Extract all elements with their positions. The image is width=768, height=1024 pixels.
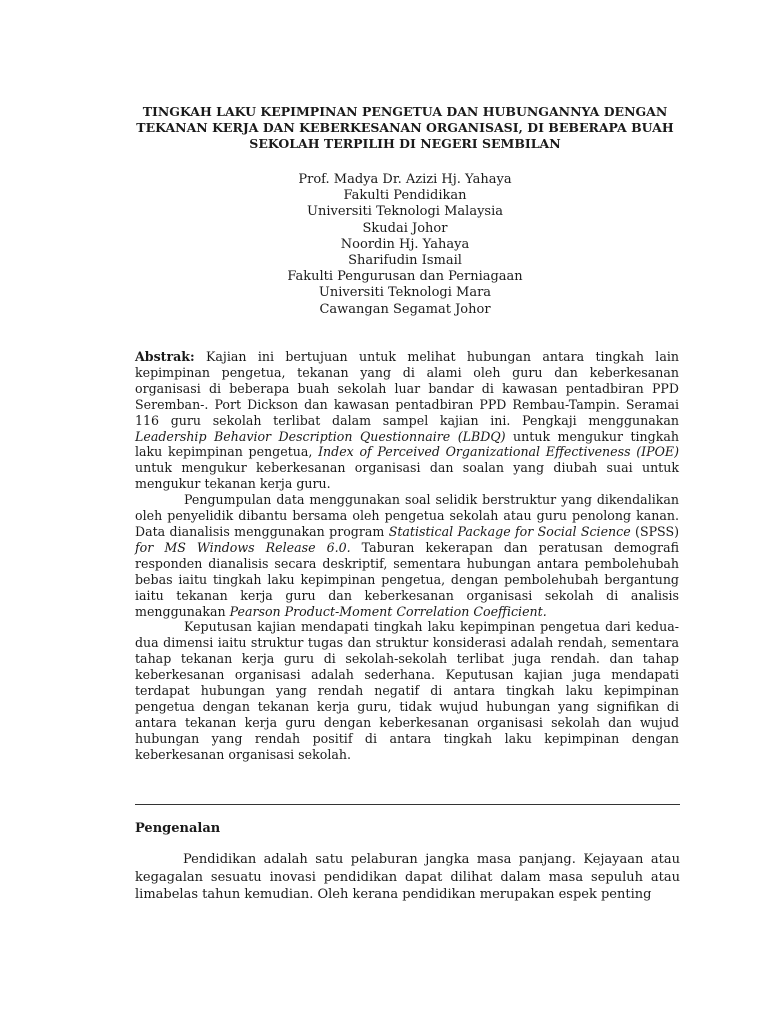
- intro-paragraph: Pendidikan adalah satu pelaburan jangka masa panjang. Kejayaan atau kegagalan sesuatu inovasi pendidikan dapat dilihat dalam masa sepuluh atau limabelas tahun kemudian. Oleh kerana pendidikan merupakan espek penting: [135, 852, 680, 902]
- title-line-2: TEKANAN KERJA DAN KEBERKESANAN ORGANISASI, DI BEBERAPA BUAH: [136, 120, 674, 135]
- abstract-label: Abstrak:: [135, 349, 195, 364]
- affiliation-line: Cawangan Segamat Johor: [319, 301, 491, 317]
- title-line-1: TINGKAH LAKU KEPIMPINAN PENGETUA DAN HUBUNGANNYA DENGAN: [142, 104, 668, 119]
- author-line: Sharifudin Ismail: [348, 253, 462, 269]
- abstract-paragraph-3: Keputusan kajian mendapati tingkah laku kepimpinan pengetua dari kedua-dua dimensi iaitu struktur tugas dan struktur konsiderasi adalah rendah, sementara tahap tekanan kerja guru di sekolah-sekolah terlibat juga rendah. dan tahap keberkesanan organisasi adalah sederhana. Keputusan kajian juga mendapati terdapat hubungan yang rendah negatif di antara tingkah laku kepimpinan pengetua dengan tekanan kerja guru, tidak wujud hubungan yang signifikan di antara tekanan kerja guru dengan keberkesanan organisasi sekolah dan wujud hubungan yang rendah positif di antara tingkah laku kepimpinan dengan keberkesanan organisasi sekolah.: [135, 619, 679, 762]
- affiliation-line: Fakulti Pengurusan dan Perniagaan: [287, 269, 523, 285]
- author-line: Prof. Madya Dr. Azizi Hj. Yahaya: [298, 172, 512, 187]
- affiliation-line: Universiti Teknologi Mara: [318, 285, 492, 301]
- title-line-3: SEKOLAH TERPILIH DI NEGERI SEMBILAN: [249, 136, 561, 151]
- author-block: [130, 172, 680, 318]
- abstract-paragraph-1: Abstrak: Kajian ini bertujuan untuk melihat hubungan antara tingkah lain kepimpinan pengetua, tekanan yang di alami oleh guru dan keberkesanan organisasi di beberapa buah sekolah luar bandar di kawasan pentadbiran PPD Seremban-. Port Dickson dan kawasan pentadbiran PPD Rembau-Tampin. Seramai 116 guru sekolah terlibat dalam sampel kajian ini. Pengkaji menggunakan Leadership Behavior Description Questionnaire (LBDQ) untuk mengukur tingkah laku kepimpinan pengetua, Index of Perceived Organizational Effectiveness (IPOE) untuk mengukur keberkesanan organisasi dan soalan yang diubah suai untuk mengukur tekanan kerja guru.: [135, 349, 679, 492]
- section-divider: [135, 804, 680, 805]
- author-line: Noordin Hj. Yahaya: [340, 236, 470, 252]
- affiliation-line: Universiti Teknologi Malaysia: [306, 204, 503, 220]
- affiliation-line: Skudai Johor: [362, 220, 448, 236]
- affiliation-line: Fakulti Pendidikan: [343, 188, 467, 204]
- section-heading: Pengenalan: [135, 821, 221, 836]
- abstract: [135, 349, 679, 763]
- paper-title: [130, 104, 680, 152]
- abstract-paragraph-2: Pengumpulan data menggunakan soal selidik berstruktur yang dikendalikan oleh penyelidik dibantu bersama oleh pengetua sekolah atau guru penolong kanan. Data dianalisis menggunakan program Statistical Package for Social Science (SPSS) for MS Windows Release 6.0. Taburan kekerapan dan peratusan demografi responden dianalisis secara deskriptif, sementara hubungan antara pembolehubah bebas iaitu tingkah laku kepimpinan pengetua, dengan pembolehubah bergantung iaitu tekanan kerja guru dan keberkesanan organisasi sekolah di analisis menggunakan Pearson Product-Moment Correlation Coefficient.: [135, 492, 679, 619]
